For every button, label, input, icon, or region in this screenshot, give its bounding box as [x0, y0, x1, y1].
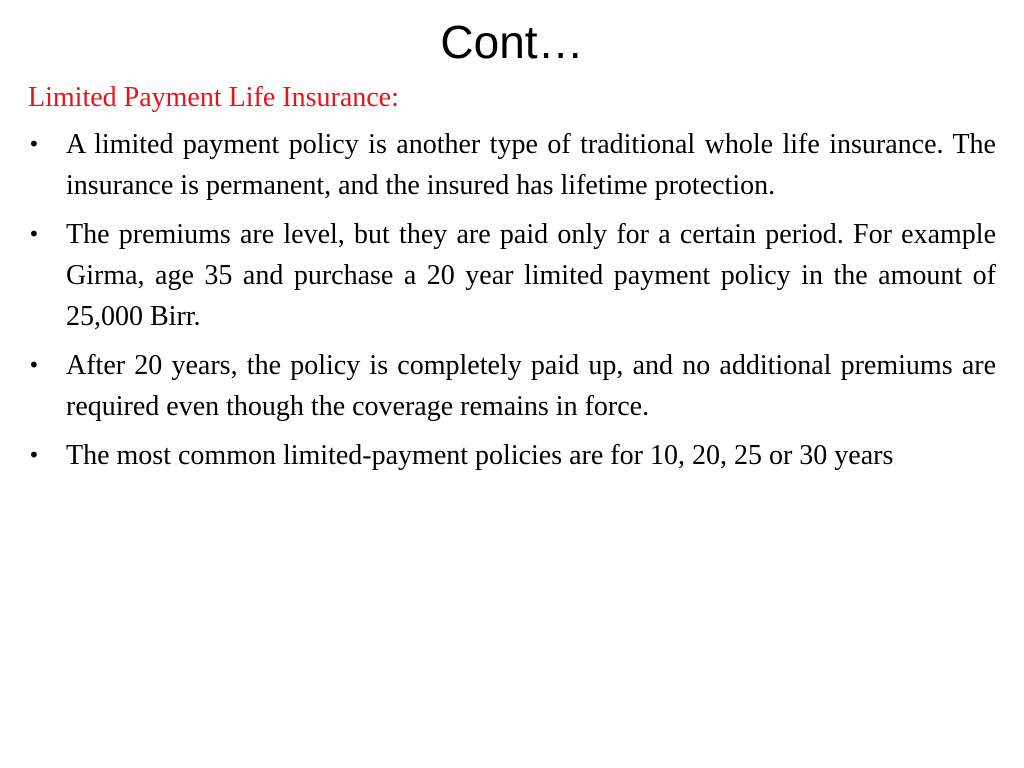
bullet-text: A limited payment policy is another type of traditional whole life insurance. The insurance is permanent, and the insured has lifetime protection.: [66, 129, 996, 201]
bullet-text: After 20 years, the policy is completely paid up, and no additional premiums are required even though the coverage remains in force.: [66, 350, 996, 422]
bullet-text: The most common limited-payment policies are for 10, 20, 25 or 30 years: [66, 440, 894, 471]
bullet-icon: •: [28, 222, 40, 246]
bullet-list: [28, 124, 996, 476]
section-subheading: Limited Payment Life Insurance:: [28, 82, 399, 113]
slide-content: [28, 78, 996, 484]
bullet-item: [28, 345, 996, 427]
slide-title: Cont…: [440, 16, 584, 68]
bullet-icon: •: [28, 443, 40, 467]
bullet-item: [28, 435, 996, 476]
bullet-text: The premiums are level, but they are paid only for a certain period. For example Girma, age 35 and purchase a 20 year limited payment policy in the amount of 25,000 Birr.: [66, 219, 996, 332]
bullet-item: [28, 214, 996, 337]
bullet-icon: •: [28, 132, 40, 156]
bullet-icon: •: [28, 353, 40, 377]
bullet-item: [28, 124, 996, 206]
